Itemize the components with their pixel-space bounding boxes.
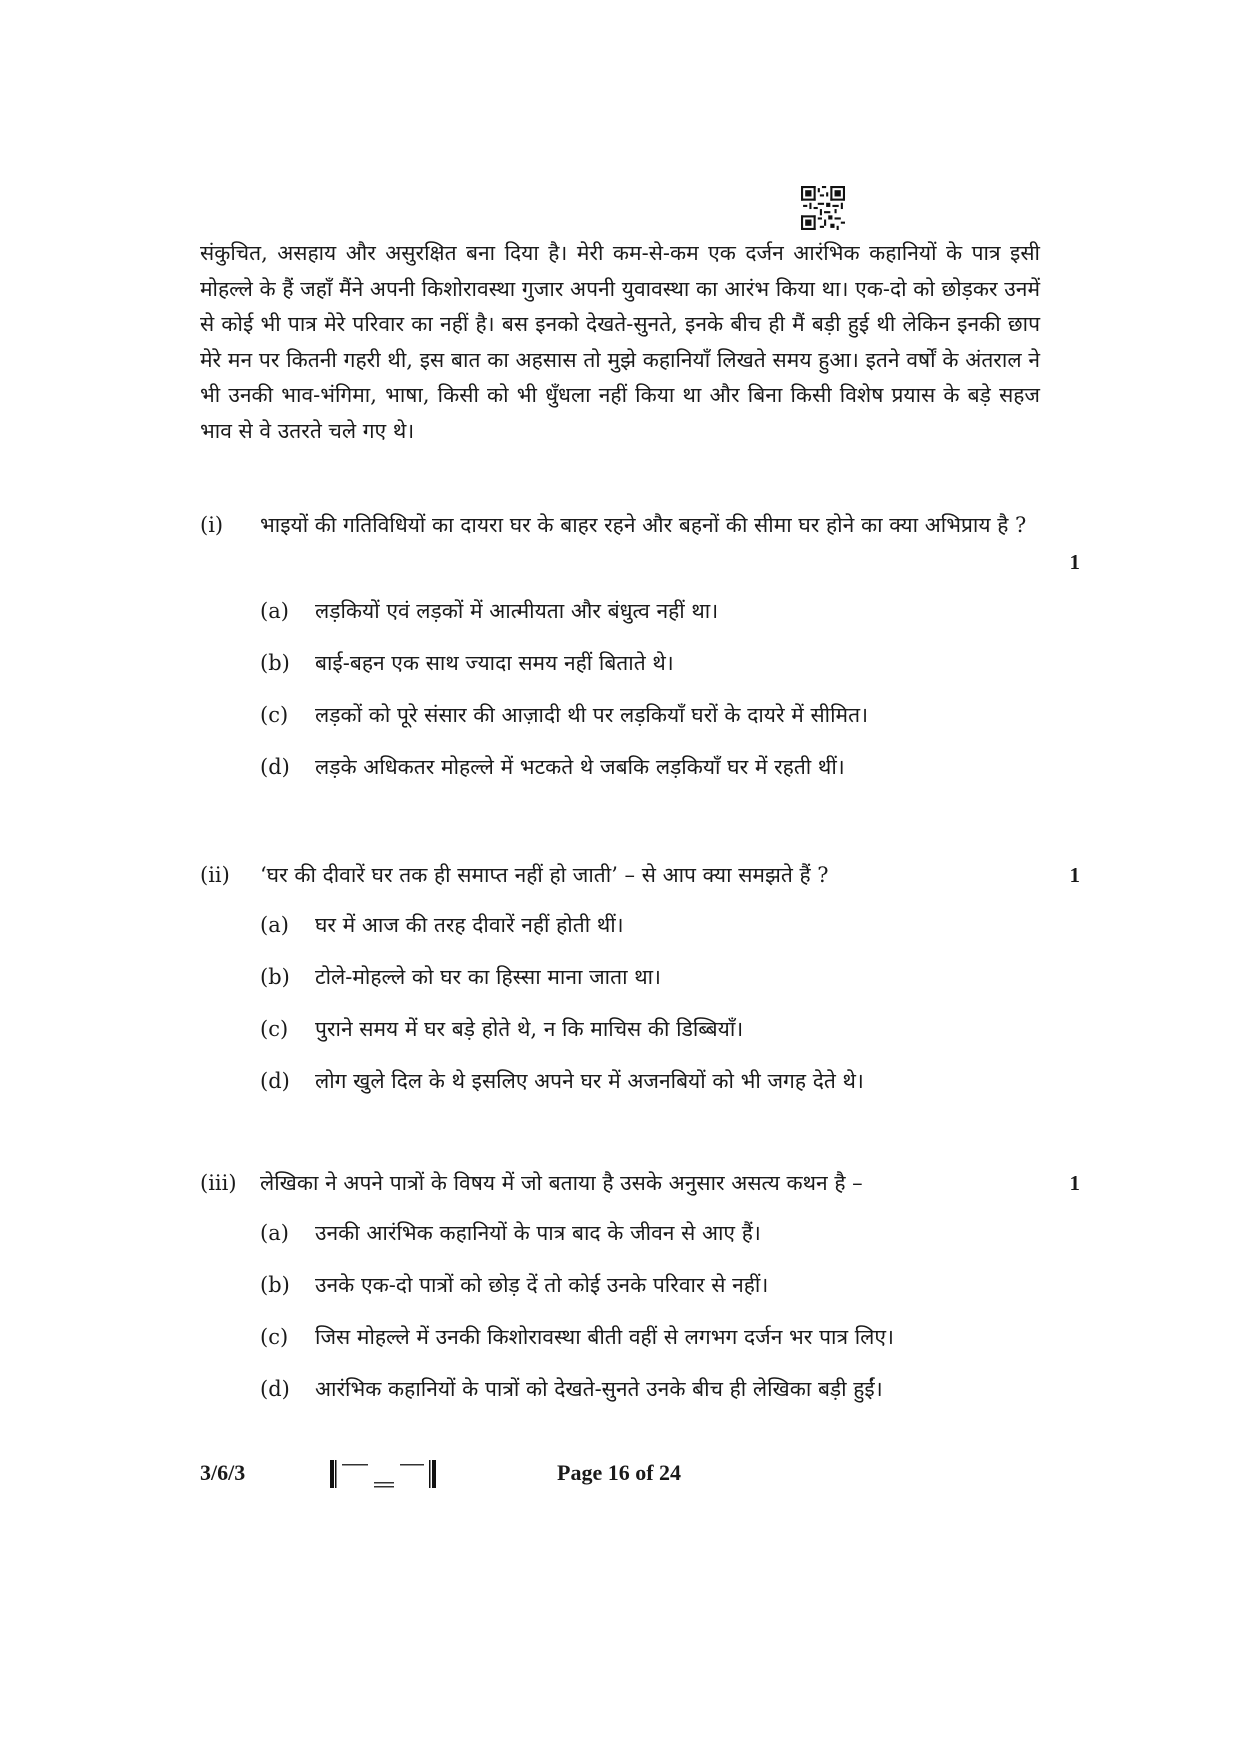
option-b: [260, 960, 1060, 995]
option-label: (a): [260, 1221, 289, 1245]
option-label: (d): [260, 1377, 290, 1401]
question-text: लेखिका ने अपने पात्रों के विषय में जो बताया है उसके अनुसार असत्य कथन है –: [260, 1171, 863, 1195]
question-marks: 1: [1069, 1171, 1080, 1195]
qr-code-icon: [801, 186, 845, 230]
option-label: (d): [260, 1069, 290, 1093]
option-a: [260, 1216, 1060, 1251]
option-text: लोग खुले दिल के थे इसलिए अपने घर में अजनबियों को भी जगह देते थे।: [315, 1069, 864, 1093]
option-text: लड़के अधिकतर मोहल्ले में भटकते थे जबकि लड़कियाँ घर में रहती थीं।: [315, 755, 845, 779]
option-text: उनकी आरंभिक कहानियों के पात्र बाद के जीवन से आए हैं।: [315, 1221, 761, 1245]
option-d: [260, 750, 1060, 785]
option-label: (b): [260, 651, 290, 675]
option-label: (d): [260, 755, 290, 779]
question-text: ‘घर की दीवारें घर तक ही समाप्त नहीं हो जाती’ – से आप क्या समझते हैं ?: [260, 863, 829, 887]
option-text: आरंभिक कहानियों के पात्रों को देखते-सुनते उनके बीच ही लेखिका बड़ी हुईं।: [315, 1377, 883, 1401]
question-marks: 1: [1069, 863, 1080, 887]
option-d: [260, 1064, 1060, 1099]
question-number: (iii): [200, 1171, 237, 1195]
option-c: [260, 1012, 1060, 1047]
option-text: पुराने समय में घर बड़े होते थे, न कि माचिस की डिब्बियाँ।: [315, 1017, 744, 1041]
option-label: (b): [260, 965, 290, 989]
option-b: [260, 1268, 1060, 1303]
option-c: [260, 698, 1060, 733]
options-list: [260, 1216, 1060, 1424]
option-a: [260, 594, 1060, 629]
option-label: (c): [260, 703, 289, 727]
option-text: जिस मोहल्ले में उनकी किशोरावस्था बीती वहीं से लगभग दर्जन भर पात्र लिए।: [315, 1325, 894, 1349]
barcode-icon: [330, 1458, 436, 1490]
option-label: (c): [260, 1017, 289, 1041]
question-text: भाइयों की गतिविधियों का दायरा घर के बाहर रहने और बहनों की सीमा घर होने का क्या अभिप्राय है ?: [260, 513, 1027, 537]
option-text: लड़कों को पूरे संसार की आज़ादी थी पर लड़कियाँ घरों के दायरे में सीमित।: [315, 703, 869, 727]
question-marks: 1: [1069, 550, 1080, 574]
options-list: [260, 594, 1060, 802]
paper-code: 3/6/3: [200, 1460, 246, 1485]
option-a: [260, 908, 1060, 943]
question-number: (ii): [200, 863, 230, 887]
option-text: लड़कियों एवं लड़कों में आत्मीयता और बंधुत्व नहीं था।: [315, 599, 719, 623]
option-label: (b): [260, 1273, 290, 1297]
options-list: [260, 908, 1060, 1116]
option-b: [260, 646, 1060, 681]
option-c: [260, 1320, 1060, 1355]
page-number: Page 16 of 24: [557, 1460, 682, 1485]
option-d: [260, 1372, 1060, 1407]
option-label: (a): [260, 599, 289, 623]
option-text: घर में आज की तरह दीवारें नहीं होती थीं।: [315, 913, 624, 937]
option-text: बाई-बहन एक साथ ज्यादा समय नहीं बिताते थे।: [315, 651, 674, 675]
option-text: टोले-मोहल्ले को घर का हिस्सा माना जाता था।: [315, 965, 662, 989]
question-number: (i): [200, 513, 224, 537]
option-label: (a): [260, 913, 289, 937]
passage-text: संकुचित, असहाय और असुरक्षित बना दिया है। मेरी कम-से-कम एक दर्जन आरंभिक कहानियों के पात्र इसी मोहल्ले के हैं जहाँ मैंने अपनी किशोरावस्था गुजार अपनी युवावस्था का आरंभ किया था। एक-दो को छोड़कर उनमें से कोई भी पात्र मेरे परिवार का नहीं है। बस इनको देखते-सुनते, इनके बीच ही मैं बड़ी हुई थी लेकिन इनकी छाप मेरे मन पर कितनी गहरी थी, इस बात का अहसास तो मुझे कहानियाँ लिखते समय हुआ। इतने वर्षों के अंतराल ने भी उनकी भाव-भंगिमा, भाषा, किसी को भी धुँधला नहीं किया था और बिना किसी विशेष प्रयास के बड़े सहज भाव से वे उतरते चले गए थे।: [200, 241, 1040, 443]
option-text: उनके एक-दो पात्रों को छोड़ दें तो कोई उनके परिवार से नहीं।: [315, 1273, 769, 1297]
option-label: (c): [260, 1325, 289, 1349]
